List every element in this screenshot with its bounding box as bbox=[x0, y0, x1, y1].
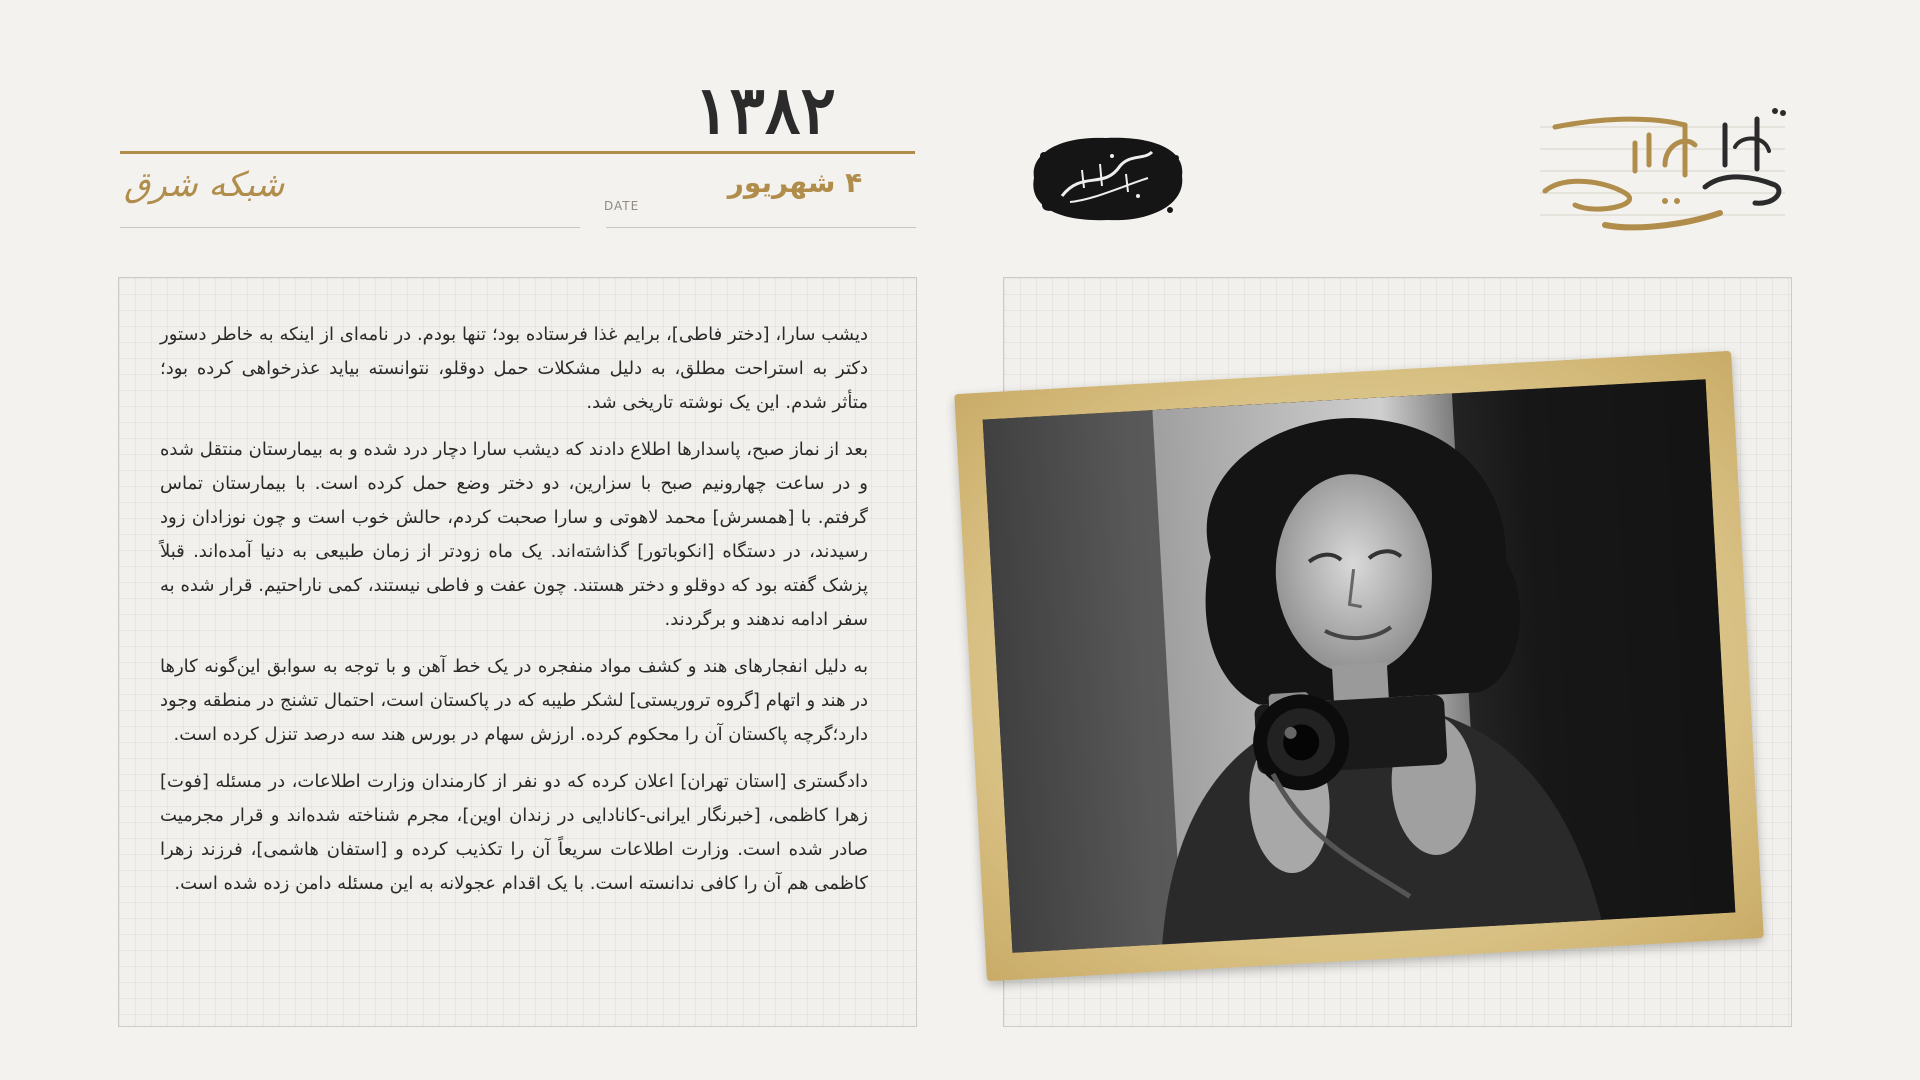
vintage-photo bbox=[983, 379, 1736, 953]
article-paragraph-2: بعد از نماز صبح، پاسدارها اطلاع دادند که دیشب سارا دچار درد شده و به بیمارستان منتقل شده و در ساعت چهارونیم صبح با سزارین، دو دختر وضع حمل کرده است. با بیمارستان تماس گرفتم. با [همسرش] محمد لاهوتی و سارا صحبت کردم، حالش خوب است و چون نوزادان زود رسیدند، در دستگاه [انکوباتور] گذاشته‌اند. یک ماه زودتر از زمان طبیعی به دنیا آمده‌اند. قبلاً پزشک گفته بود که دوقلو و دختر هستند. چون عفت و فاطی نیستند، کمی ناراحتیم. قرار شده به سفر ادامه ندهند و برگردند. bbox=[160, 439, 868, 630]
seal-graphic bbox=[1022, 130, 1190, 226]
date-value: ۴ شهریور bbox=[727, 166, 863, 199]
header-gold-rule bbox=[120, 151, 915, 154]
article-paragraph-1: دیشب سارا، [دختر فاطی]، برایم غذا فرستاده بود؛ تنها بودم. در نامه‌ای از اینکه به خاطر دستور دکتر به استراحت مطلق، به دلیل مشکلات حمل دوقلو، نتوانسته بیاید عذرخواهی کرده بود؛ متأثر شدم. این یک نوشته تاریخی شد. bbox=[160, 324, 868, 413]
series-title-graphic bbox=[1535, 105, 1790, 240]
article-body bbox=[160, 318, 868, 914]
calligraphy-seal bbox=[1022, 130, 1190, 226]
date-underline bbox=[606, 227, 916, 228]
series-title-logo bbox=[1535, 105, 1790, 240]
publisher-logo: شبکه شرق bbox=[124, 165, 285, 205]
article-paragraph-4: دادگستری [استان تهران] اعلان کرده که دو نفر از کارمندان وزارت اطلاعات، در مسئله [فوت] زهرا کاظمی، [خبرنگار ایرانی-کانادایی در زندان اوین]، مجرم شناخته شده‌اند و قرار مجرمیت صادر شده است. وزارت اطلاعات سریعاً آن را تکذیب کرده و [استفان هاشمی]، فرزند زهرا کاظمی هم آن را کافی ندانسته است. با یک اقدام عجولانه به این مسئله دامن زده شده است. bbox=[160, 771, 868, 894]
photo-illustration bbox=[983, 379, 1736, 953]
date-label: DATE bbox=[604, 199, 640, 213]
year-heading: ۱۳۸۲ bbox=[694, 71, 836, 149]
vintage-photo-frame bbox=[954, 351, 1764, 982]
publisher-underline bbox=[120, 227, 580, 228]
article-paragraph-3: به دلیل انفجارهای هند و کشف مواد منفجره در یک خط آهن و با توجه به سوابق این‌گونه کارها در هند و اتهام [گروه تروریستی] لشکر طیبه که در پاکستان است، احتمال تشنج در منطقه وجود دارد؛گرچه پاکستان آن را محکوم کرده. ارزش سهام در بورس هند سه درصد تنزل کرده است. bbox=[160, 656, 868, 745]
